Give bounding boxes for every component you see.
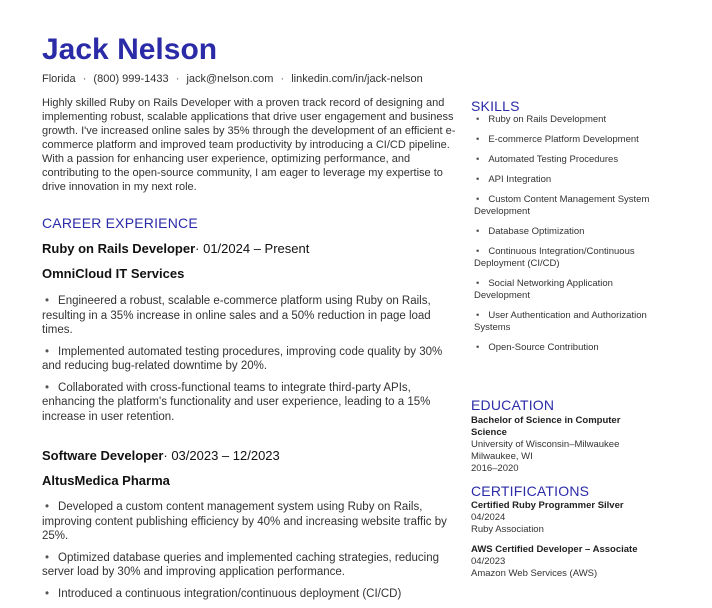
certification-issuer: Ruby Association	[471, 524, 544, 535]
job-role: Ruby on Rails Developer	[42, 241, 196, 256]
job-bullets	[42, 500, 462, 608]
certification-issuer: Amazon Web Services (AWS)	[471, 568, 598, 579]
skill-item: • Automated Testing Procedures	[474, 154, 654, 166]
certification-entry	[471, 544, 656, 580]
skill-item: • API Integration	[474, 174, 654, 186]
certification-date: 04/2024	[471, 512, 506, 523]
education-heading: EDUCATION	[471, 397, 555, 413]
job-bullets	[42, 294, 462, 431]
skill-item: • Database Optimization	[474, 226, 654, 238]
profile-summary: Highly skilled Ruby on Rails Developer with a proven track record of designing and implementing robust, scalable applications that drive user engagement and business growth. I've increased online sales by 35% through the development of an efficient e-commerce platform and improved team productivity by introducing a CI/CD pipeline. With a passion for enhancing user experience, optimizing performance, and contributing to the open-source community, I am eager to leverage my expertise to drive innovation in my next role.	[42, 97, 456, 193]
skill-item: • Social Networking Application Development	[474, 278, 654, 302]
job-bullet: • Developed a custom content management system using Ruby on Rails, improving content publishing efficiency by 40% and increasing website traffic by 25%.	[42, 500, 462, 544]
education-location: Milwaukee, WI	[471, 451, 533, 462]
education-school: University of Wisconsin–Milwaukee	[471, 439, 620, 450]
experience-heading: CAREER EXPERIENCE	[42, 215, 198, 231]
contact-linkedin[interactable]: linkedin.com/in/jack-nelson	[291, 73, 423, 85]
job-bullet: • Implemented automated testing procedures, improving code quality by 30% and reducing bug-related downtime by 20%.	[42, 345, 462, 374]
contact-phone: (800) 999-1433	[93, 73, 169, 85]
certification-date: 04/2023	[471, 556, 506, 567]
skill-item: • Open-Source Contribution	[474, 342, 654, 354]
certification-name: Certified Ruby Programmer Silver	[471, 500, 624, 511]
skill-item: • User Authentication and Authorization Systems	[474, 310, 654, 334]
skills-heading: SKILLS	[471, 98, 520, 114]
skill-item: • Ruby on Rails Development	[474, 114, 654, 126]
skill-item: • Custom Content Management System Development	[474, 194, 654, 218]
contact-location: Florida	[42, 73, 76, 85]
job-bullet: • Optimized database queries and implemented caching strategies, reducing server load by 30% and improving application performance.	[42, 551, 462, 580]
education-degree: Bachelor of Science in Computer Science	[471, 415, 621, 438]
job-bullet: • Engineered a robust, scalable e-commerce platform using Ruby on Rails, resulting in a 35% increase in online sales and a 50% reduction in page load times.	[42, 294, 462, 338]
education-entry	[471, 415, 656, 475]
job-dates: · 01/2024 – Present	[195, 241, 310, 256]
education-years: 2016–2020	[471, 463, 519, 474]
job-bullet: • Introduced a continuous integration/continuous deployment (CI/CD)	[42, 587, 462, 602]
contact-separator: ·	[175, 73, 180, 85]
job-title-line	[42, 448, 280, 463]
skill-item: • Continuous Integration/Continuous Deployment (CI/CD)	[474, 246, 654, 270]
contact-separator: ·	[280, 73, 285, 85]
contact-separator: ·	[82, 73, 87, 85]
contact-email[interactable]: jack@nelson.com	[186, 73, 274, 85]
job-bullet: • Collaborated with cross-functional teams to integrate third-party APIs, enhancing the platform's functionality and user experience, leading to a 15% increase in user retention.	[42, 381, 462, 425]
job-role: Software Developer	[42, 448, 164, 463]
certification-entry	[471, 500, 656, 536]
contact-line	[42, 73, 423, 85]
certifications-heading: CERTIFICATIONS	[471, 483, 590, 499]
certification-name: AWS Certified Developer – Associate	[471, 544, 638, 555]
skill-item: • E-commerce Platform Development	[474, 134, 654, 146]
job-title-line	[42, 241, 309, 256]
job-company: OmniCloud IT Services	[42, 266, 185, 281]
job-dates: · 03/2023 – 12/2023	[163, 448, 280, 463]
skills-list	[474, 114, 654, 362]
candidate-name: Jack Nelson	[42, 33, 218, 66]
job-company: AltusMedica Pharma	[42, 473, 170, 488]
